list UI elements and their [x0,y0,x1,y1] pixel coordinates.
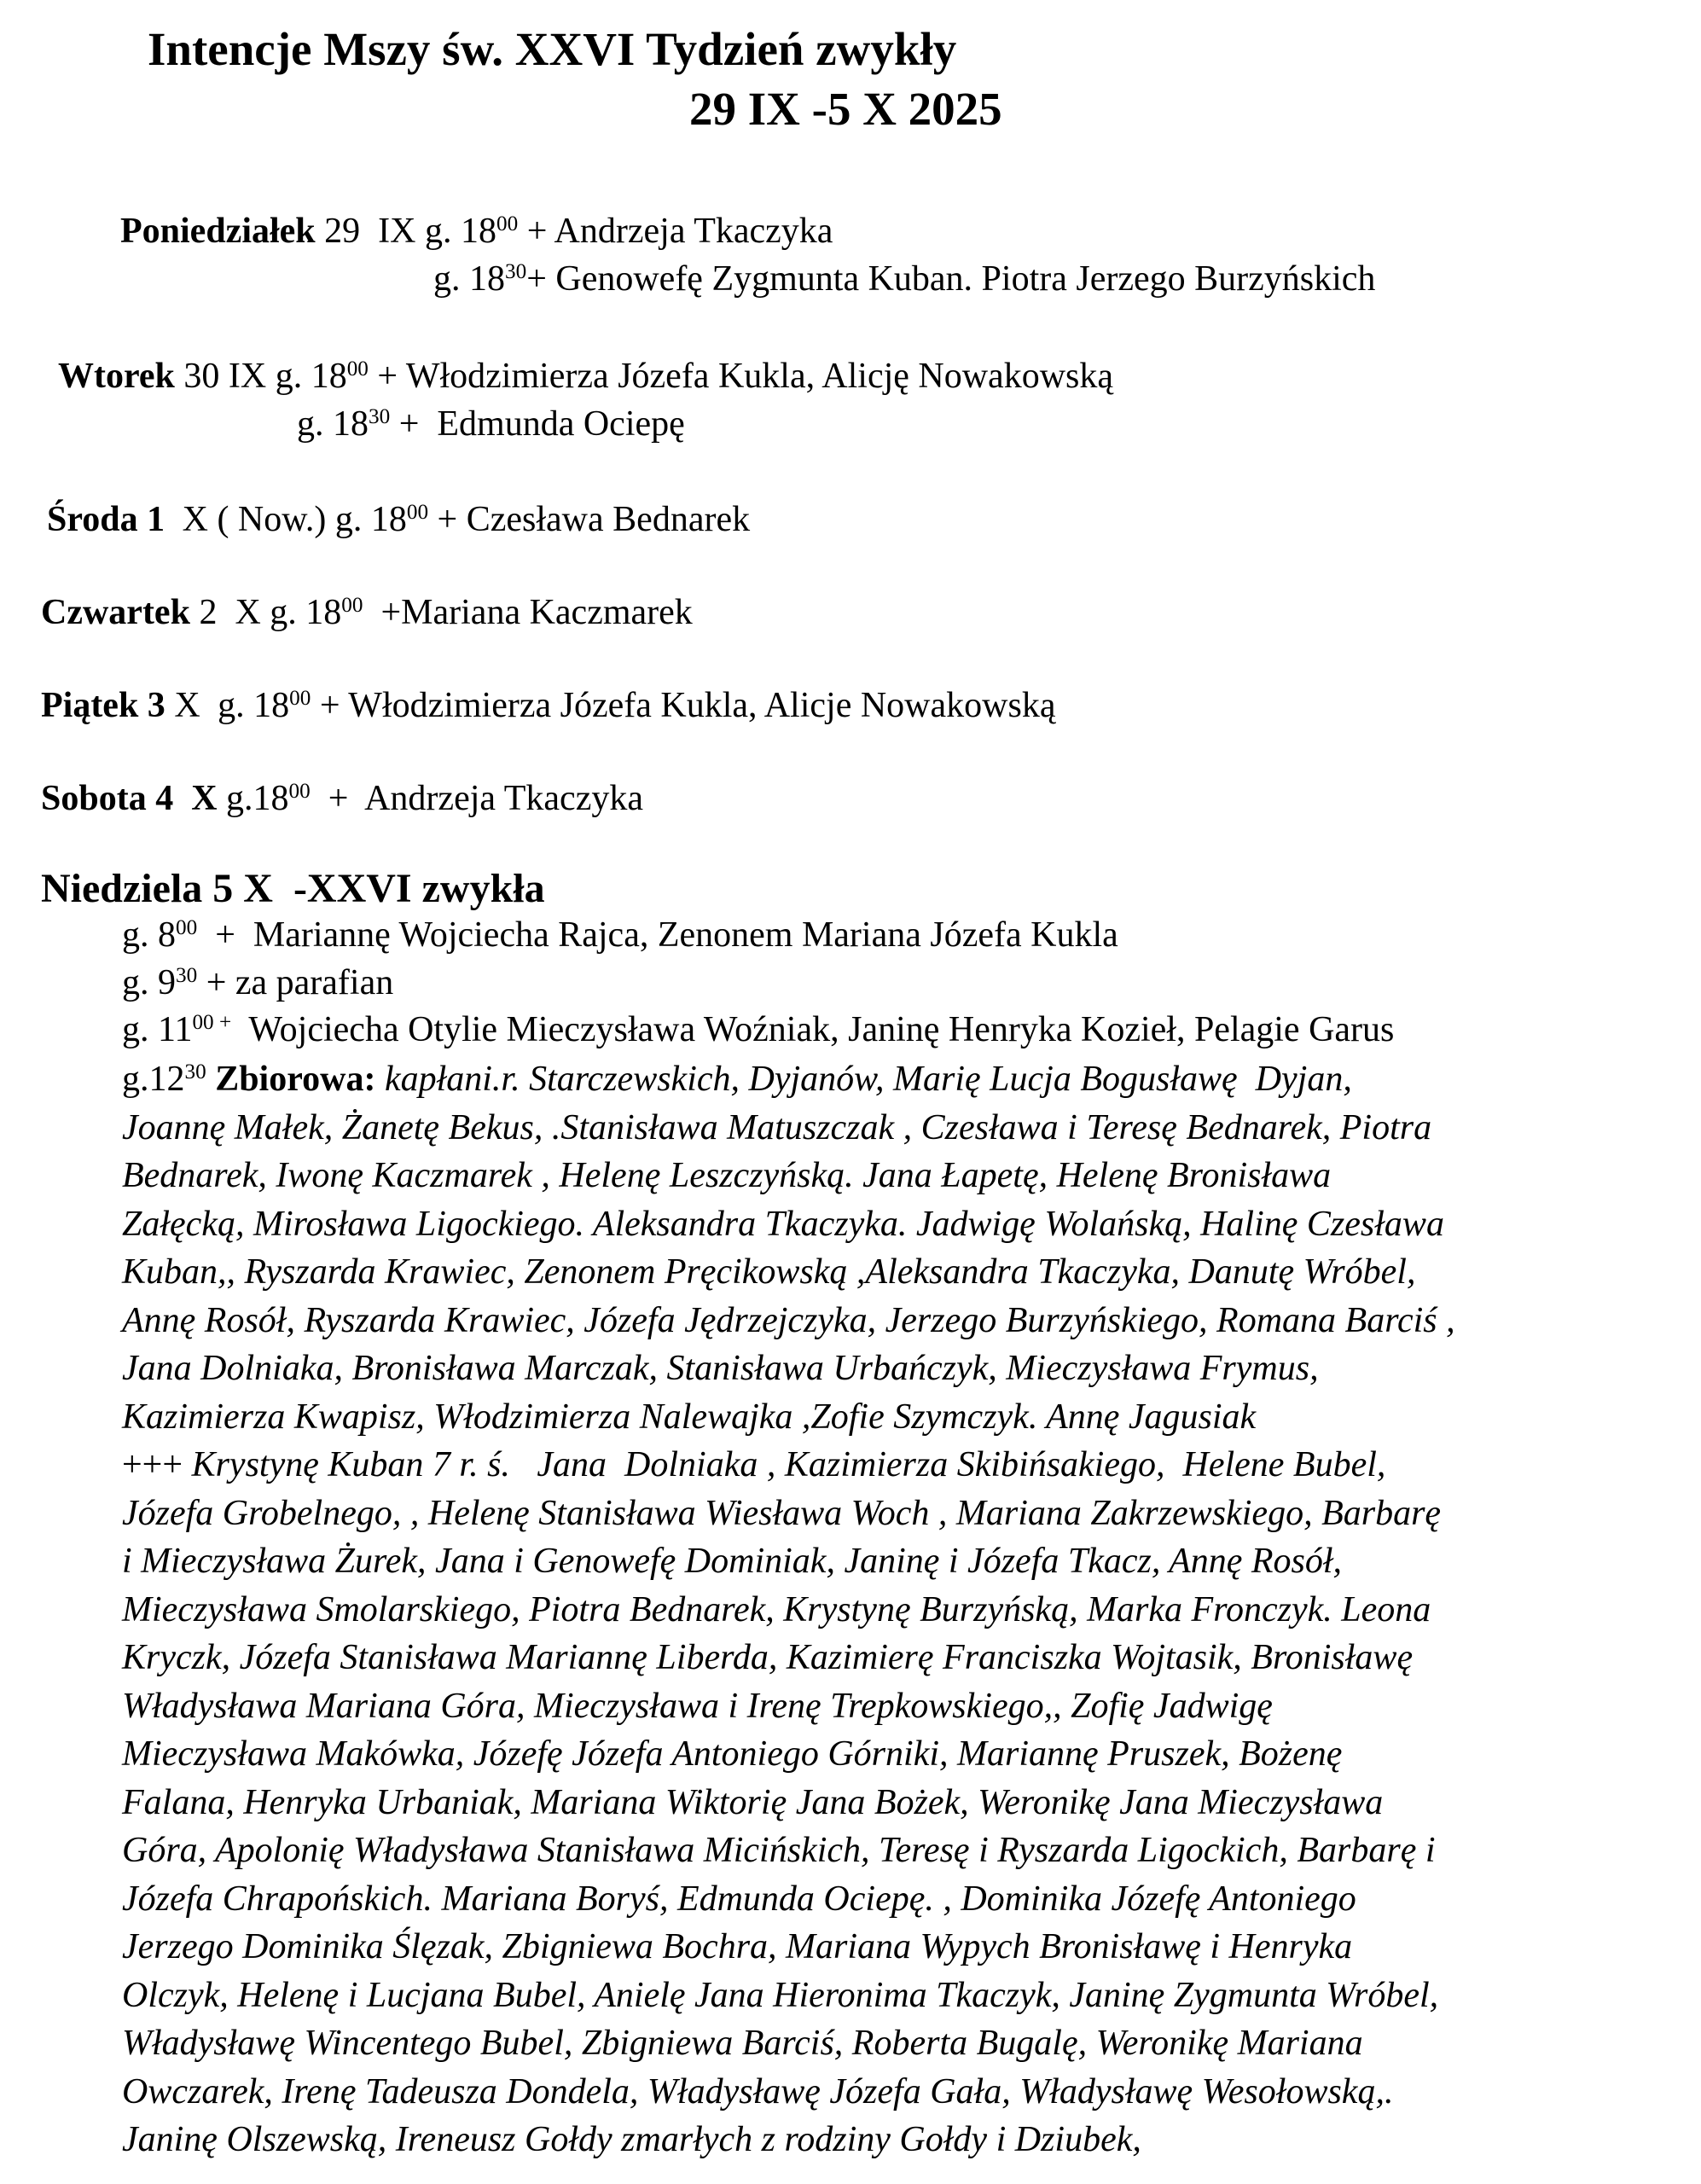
mass-intention: +Mariana Kaczmarek [363,593,693,632]
mass-intention: Wojciecha Otylie Mieczysława Woźniak, Janinę Henryka Kozieł, Pelagie Garus [231,1010,1395,1049]
mass-intention: + Andrzeja Tkaczyka [518,212,833,251]
intention-line: Władysława Mariana Góra, Mieczysława i Irenę Trepkowskiego,, Zofię Jadwigę [122,1686,1273,1726]
intention-line: Owczarek, Irenę Tadeusza Dondela, Władysławę Józefa Gała, Władysławę Wesołowską,. [122,2071,1394,2111]
intention-line: Olczyk, Helenę i Lucjana Bubel, Anielę Jana Hieronima Tkaczyk, Janinę Zygmunta Wróbel, [122,1975,1439,2015]
mass-entry [433,261,1375,297]
day-date: 30 IX [183,357,267,396]
mass-time: g. $11^{00 +}$ [122,1010,232,1049]
mass-time: g. $18^{00}$ [218,686,311,725]
mass-intention: + Włodzimierza Józefa Kukla, Alicję Nowakowską [368,357,1114,396]
intention-line: Bednarek, Iwonę Kaczmarek , Helenę Leszczyńską. Jana Łapetę, Helenę Bronisława [122,1156,1332,1195]
day-entry-friday [41,688,1055,723]
day-date: X [174,686,200,725]
intention-line: Jerzego Dominika Ślęzak, Zbigniewa Bochra, Mariana Wypych Bronisławę i Henryka [122,1927,1353,1966]
intention-line-triple-cross: +++ Krystynę Kuban 7 r. ś. Jana Dolniaka , Kazimierza Skibińsakiego, Helene Bubel, [122,1445,1386,1484]
day-date: X ( Now.) [182,500,327,539]
day-date: 2 X [199,593,261,632]
day-entry-monday [120,213,833,249]
day-name: Sobota 4 X [41,779,218,818]
mass-intention: + Czesława Bednarek [428,500,751,539]
mass-intention: + Edmunda Ociepę [390,404,685,444]
intention-line: Mieczysława Makówka, Józefę Józefa Antoniego Górniki, Mariannę Pruszek, Bożenę [122,1734,1343,1774]
triple-cross-marker: +++ [122,1445,183,1484]
intention-line: Jana Dolniaka, Bronisława Marczak, Stanisława Urbańczyk, Mieczysława Frymus, [122,1349,1319,1388]
day-name: Piątek 3 [41,686,165,725]
mass-intention: + Mariannę Wojciecha Rajca, Zenonem Mariana Józefa Kukla [197,915,1118,955]
intention-line: Janinę Olszewską, Ireneusz Gołdy zmarłych z rodziny Gołdy i Dziubek, [122,2120,1141,2159]
day-name: Poniedziałek [120,212,316,251]
day-entry-wednesday [47,502,750,537]
intention-line: Józefa Chrapońskich. Mariana Boryś, Edmunda Ociepę. , Dominika Józefę Antoniego [122,1879,1356,1919]
intention-line: Załęcką, Mirosława Ligockiego. Aleksandra Tkaczyka. Jadwigę Wolańską, Halinę Czesława [122,1204,1444,1244]
date-range: 29 IX -5 X 2025 [689,83,1002,135]
day-entry-thursday [41,595,693,630]
day-name: Środa 1 [47,500,165,539]
intention-line: Józefa Grobelnego, , Helenę Stanisława Wiesława Woch , Mariana Zakrzewskiego, Barbarę [122,1493,1442,1533]
mass-intention: + Włodzimierza Józefa Kukla, Alicje Nowakowską [311,686,1056,725]
collective-intentions-header [122,1055,1683,1104]
mass-time: $g.18^{00}$ [226,779,311,818]
mass-intention: + za parafian [197,963,394,1002]
page-title: Intencje Mszy św. XXVI Tydzień zwykły [148,23,957,75]
intention-line: i Mieczysława Żurek, Jana i Genowefę Dominiak, Janinę i Józefa Tkacz, Annę Rosół, [122,1542,1343,1581]
mass-time: g. $18^{00}$ [425,212,519,251]
mass-entry [122,1012,1394,1048]
mass-time: g. $18^{00}$ [334,500,429,539]
mass-entry [297,406,685,442]
intention-line: Kryczk, Józefa Stanisława Mariannę Liberda, Kazimierę Franciszka Wojtasik, Bronisławę [122,1638,1414,1677]
intention-line: Góra, Apolonię Władysława Stanisława Micińskich, Teresę i Ryszarda Ligockich, Barbarę i [122,1831,1436,1870]
mass-intention: + Andrzeja Tkaczyka [310,779,643,818]
mass-time: $g.12^{30}$ [122,1060,206,1099]
intention-line: Joannę Małek, Żanetę Bekus, .Stanisława Matuszczak , Czesława i Teresę Bednarek, Piotra [122,1107,1432,1147]
mass-time: g. $9^{30}$ [122,963,198,1002]
mass-time: g. $18^{00}$ [270,593,363,632]
intention-line: kapłani.r. Starczewskich, Dyjanów, Marię Lucja Bogusławę Dyjan, [375,1060,1352,1099]
mass-intention: + Genowefę Zygmunta Kuban. Piotra Jerzego Burzyńskich [526,259,1376,299]
intention-line: Kazimierza Kwapisz, Włodzimierza Nalewajka ,Zofie Szymczyk. Annę Jagusiak [122,1397,1257,1437]
intention-line: Mieczysława Smolarskiego, Piotra Bednarek, Krystynę Burzyńską, Marka Fronczyk. Leona [122,1589,1431,1629]
sunday-heading: Niedziela 5 X -XXVI zwykła [41,866,545,911]
intention-line: Annę Rosół, Ryszarda Krawiec, Józefa Jędrzejczyka, Jerzego Burzyńskiego, Romana Barciś , [122,1300,1455,1340]
mass-time: g. $18^{00}$ [275,357,369,396]
mass-time: g. $8^{00}$ [122,915,198,955]
intention-line: Władysławę Wincentego Bubel, Zbigniewa Barciś, Roberta Bugalę, Weronikę Mariana [122,2024,1363,2063]
day-date: 29 IX [324,212,416,251]
mass-time: g. $18^{30}$ [433,259,527,299]
intention-line: Kuban,, Ryszarda Krawiec, Zenonem Pręcikowską ,Aleksandra Tkaczyka, Danutę Wróbel, [122,1252,1416,1292]
intention-line: Falana, Henryka Urbaniak, Mariana Wiktorię Jana Bożek, Weronikę Jana Mieczysława [122,1782,1384,1822]
day-name: Wtorek [58,357,175,396]
day-entry-saturday [41,781,643,816]
day-entry-tuesday [58,358,1113,394]
mass-entry [122,917,1118,953]
mass-entry [122,965,393,1001]
collective-intentions-list [122,1055,1683,2164]
mass-time: g. $18^{30}$ [297,404,391,444]
collective-label: Zbiorowa: [215,1060,376,1099]
day-name: Czwartek [41,593,190,632]
